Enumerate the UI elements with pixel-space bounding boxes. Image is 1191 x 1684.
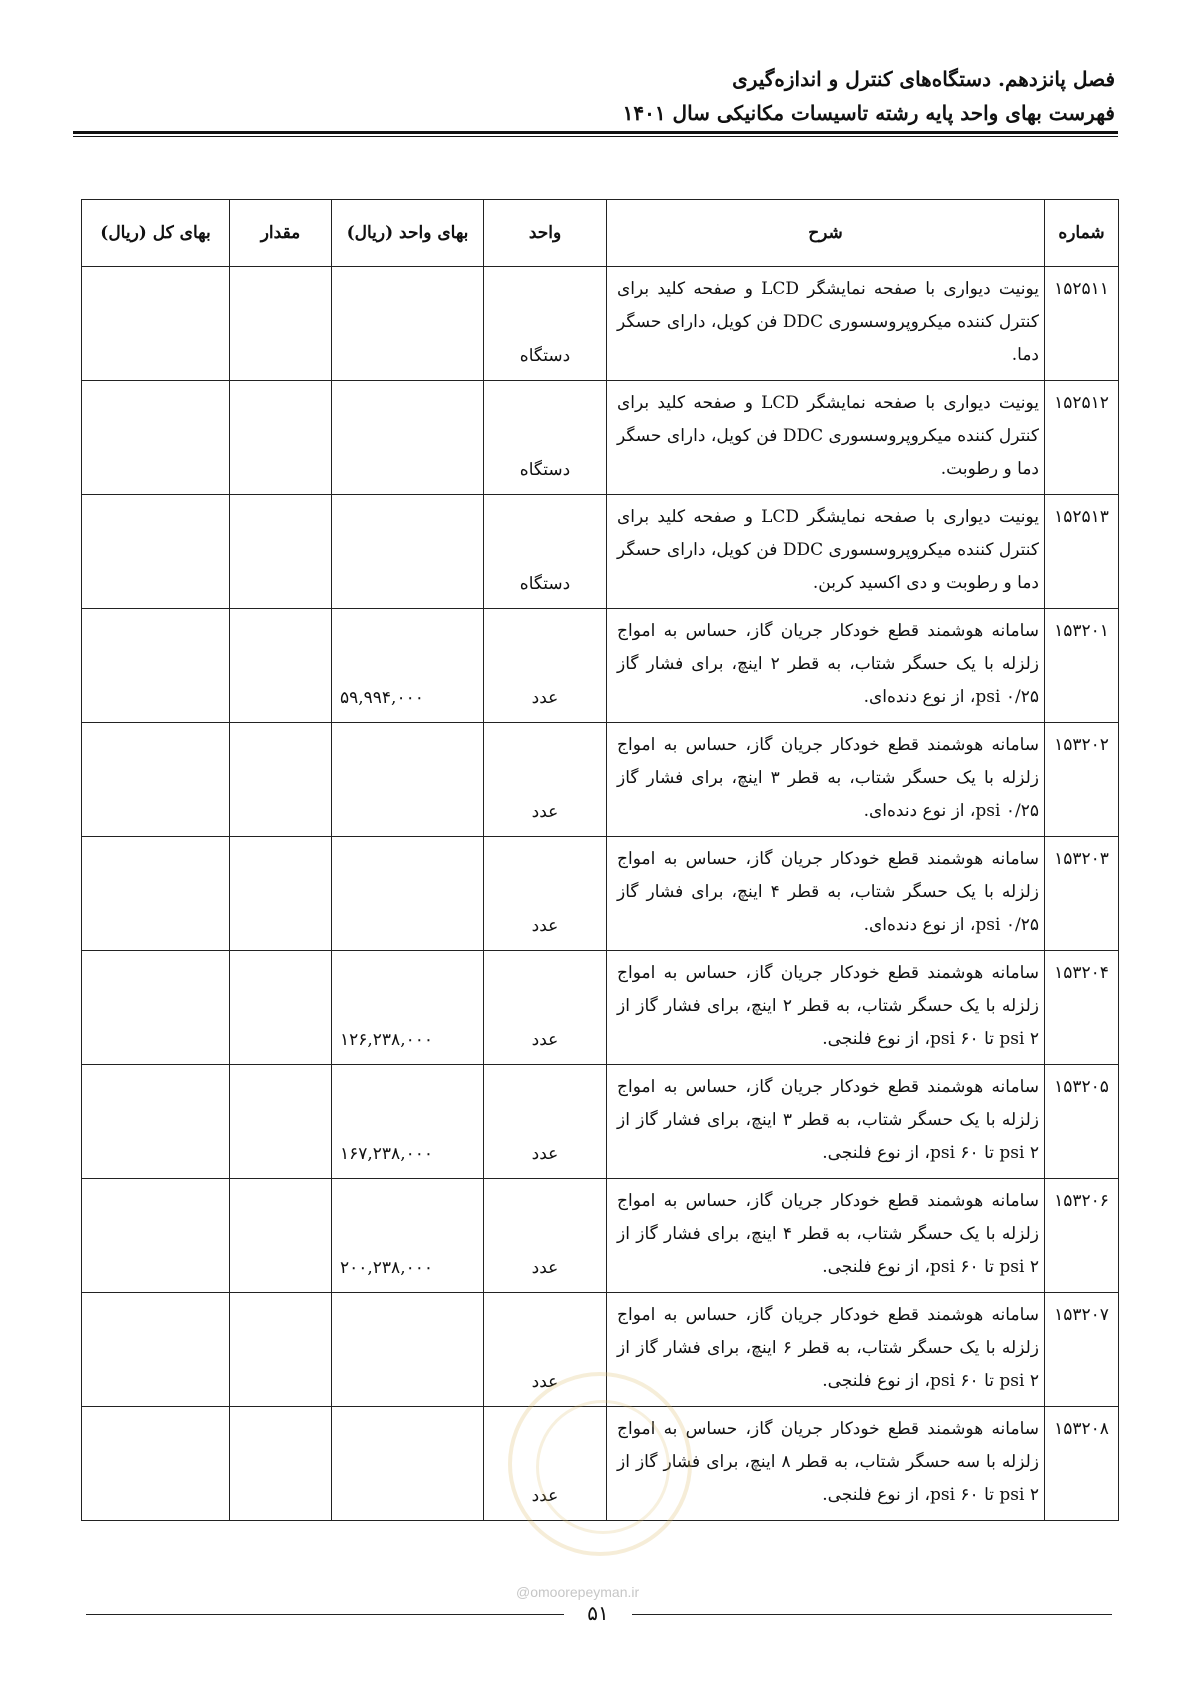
- item-unit-price: [332, 1293, 484, 1407]
- item-total-price: [82, 609, 230, 723]
- item-unit-price: ۵۹,۹۹۴,۰۰۰: [332, 609, 484, 723]
- item-code: ۱۵۳۲۰۷: [1045, 1293, 1119, 1407]
- column-header-description: شرح: [607, 200, 1045, 267]
- item-quantity: [230, 381, 332, 495]
- table-row: [82, 495, 1119, 609]
- item-code: ۱۵۳۲۰۲: [1045, 723, 1119, 837]
- item-unit: عدد: [484, 951, 607, 1065]
- item-total-price: [82, 1179, 230, 1293]
- page-number: ۵۱: [587, 1601, 609, 1625]
- item-unit-price: ۱۲۶,۲۳۸,۰۰۰: [332, 951, 484, 1065]
- item-total-price: [82, 837, 230, 951]
- item-unit-price: [332, 723, 484, 837]
- item-description: سامانه هوشمند قطع خودکار جریان گاز، حساس به امواج زلزله با سه حسگر شتاب، به قطر ۸ اینچ، برای فشار گاز از ۲ psi تا ۶۰ psi، از نوع فلنجی.: [607, 1407, 1045, 1521]
- item-unit-price: [332, 267, 484, 381]
- column-header-total-price: بهای کل (ریال): [82, 200, 230, 267]
- item-code: ۱۵۲۵۱۲: [1045, 381, 1119, 495]
- item-unit: عدد: [484, 723, 607, 837]
- item-description: یونیت دیواری با صفحه نمایشگر LCD و صفحه کلید برای کنترل کننده میکروپروسسوری DDC فن کویل، دارای حسگر دما.: [607, 267, 1045, 381]
- footer-rule-right: [632, 1614, 1112, 1615]
- item-description: سامانه هوشمند قطع خودکار جریان گاز، حساس به امواج زلزله با یک حسگر شتاب، به قطر ۶ اینچ، برای فشار گاز از ۲ psi تا ۶۰ psi، از نوع فلنجی.: [607, 1293, 1045, 1407]
- item-total-price: [82, 1065, 230, 1179]
- item-quantity: [230, 951, 332, 1065]
- item-total-price: [82, 267, 230, 381]
- chapter-title: فصل پانزدهم. دستگاه‌های کنترل و اندازه‌گیری: [732, 67, 1115, 91]
- item-quantity: [230, 1065, 332, 1179]
- item-code: ۱۵۳۲۰۴: [1045, 951, 1119, 1065]
- table-header-row: [82, 200, 1119, 267]
- item-unit: عدد: [484, 1407, 607, 1521]
- item-description: سامانه هوشمند قطع خودکار جریان گاز، حساس به امواج زلزله با یک حسگر شتاب، به قطر ۴ اینچ، برای فشار گاز از ۲ psi تا ۶۰ psi، از نوع فلنجی.: [607, 1179, 1045, 1293]
- item-description: سامانه هوشمند قطع خودکار جریان گاز، حساس به امواج زلزله با یک حسگر شتاب، به قطر ۴ اینچ، برای فشار گاز ۰/۲۵ psi، از نوع دنده‌ای.: [607, 837, 1045, 951]
- item-description: سامانه هوشمند قطع خودکار جریان گاز، حساس به امواج زلزله با یک حسگر شتاب، به قطر ۳ اینچ، برای فشار گاز ۰/۲۵ psi، از نوع دنده‌ای.: [607, 723, 1045, 837]
- item-unit: عدد: [484, 1179, 607, 1293]
- item-description: یونیت دیواری با صفحه نمایشگر LCD و صفحه کلید برای کنترل کننده میکروپروسسوری DDC فن کویل، دارای حسگر دما و رطوبت.: [607, 381, 1045, 495]
- table-row: [82, 381, 1119, 495]
- item-quantity: [230, 1293, 332, 1407]
- price-list-table: [81, 199, 1119, 1521]
- item-code: ۱۵۳۲۰۶: [1045, 1179, 1119, 1293]
- item-unit-price: [332, 495, 484, 609]
- item-total-price: [82, 1293, 230, 1407]
- watermark-seal-logo: [508, 1372, 692, 1556]
- item-description: یونیت دیواری با صفحه نمایشگر LCD و صفحه کلید برای کنترل کننده میکروپروسسوری DDC فن کویل، دارای حسگر دما و رطوبت و دی اکسید کربن.: [607, 495, 1045, 609]
- page-header: [75, 62, 1115, 130]
- item-quantity: [230, 609, 332, 723]
- column-header-unit-price: بهای واحد (ریال): [332, 200, 484, 267]
- item-quantity: [230, 1179, 332, 1293]
- item-quantity: [230, 267, 332, 381]
- footer-rule-left: [86, 1614, 564, 1615]
- item-unit: عدد: [484, 1065, 607, 1179]
- item-total-price: [82, 495, 230, 609]
- item-code: ۱۵۲۵۱۳: [1045, 495, 1119, 609]
- column-header-unit: واحد: [484, 200, 607, 267]
- table-row: [82, 723, 1119, 837]
- column-header-quantity: مقدار: [230, 200, 332, 267]
- watermark-url: @omoorepeyman.ir: [516, 1584, 640, 1600]
- item-unit: عدد: [484, 837, 607, 951]
- item-unit-price: [332, 837, 484, 951]
- item-unit: عدد: [484, 1293, 607, 1407]
- item-unit-price: ۲۰۰,۲۳۸,۰۰۰: [332, 1179, 484, 1293]
- item-total-price: [82, 1407, 230, 1521]
- table-row: [82, 837, 1119, 951]
- item-total-price: [82, 951, 230, 1065]
- header-rule-thick: [73, 131, 1118, 134]
- table-row: [82, 951, 1119, 1065]
- document-subtitle: فهرست بهای واحد پایه رشته تاسیسات مکانیکی سال ۱۴۰۱: [622, 101, 1115, 125]
- item-description: سامانه هوشمند قطع خودکار جریان گاز، حساس به امواج زلزله با یک حسگر شتاب، به قطر ۲ اینچ، برای فشار گاز از ۲ psi تا ۶۰ psi، از نوع فلنجی.: [607, 951, 1045, 1065]
- item-code: ۱۵۳۲۰۱: [1045, 609, 1119, 723]
- item-unit: دستگاه: [484, 381, 607, 495]
- column-header-code: شماره: [1045, 200, 1119, 267]
- item-code: ۱۵۳۲۰۸: [1045, 1407, 1119, 1521]
- table-row: [82, 1065, 1119, 1179]
- item-unit-price: [332, 381, 484, 495]
- item-code: ۱۵۲۵۱۱: [1045, 267, 1119, 381]
- item-unit: دستگاه: [484, 495, 607, 609]
- item-unit-price: ۱۶۷,۲۳۸,۰۰۰: [332, 1065, 484, 1179]
- item-description: سامانه هوشمند قطع خودکار جریان گاز، حساس به امواج زلزله با یک حسگر شتاب، به قطر ۲ اینچ، برای فشار گاز ۰/۲۵ psi، از نوع دنده‌ای.: [607, 609, 1045, 723]
- item-unit: دستگاه: [484, 267, 607, 381]
- table-row: [82, 609, 1119, 723]
- item-quantity: [230, 723, 332, 837]
- item-quantity: [230, 1407, 332, 1521]
- item-unit: عدد: [484, 609, 607, 723]
- table-row: [82, 267, 1119, 381]
- item-code: ۱۵۳۲۰۵: [1045, 1065, 1119, 1179]
- item-unit-price: [332, 1407, 484, 1521]
- item-quantity: [230, 495, 332, 609]
- item-description: سامانه هوشمند قطع خودکار جریان گاز، حساس به امواج زلزله با یک حسگر شتاب، به قطر ۳ اینچ، برای فشار گاز از ۲ psi تا ۶۰ psi، از نوع فلنجی.: [607, 1065, 1045, 1179]
- item-total-price: [82, 723, 230, 837]
- item-code: ۱۵۳۲۰۳: [1045, 837, 1119, 951]
- item-quantity: [230, 837, 332, 951]
- item-total-price: [82, 381, 230, 495]
- table-row: [82, 1179, 1119, 1293]
- header-rule-thin: [73, 136, 1118, 137]
